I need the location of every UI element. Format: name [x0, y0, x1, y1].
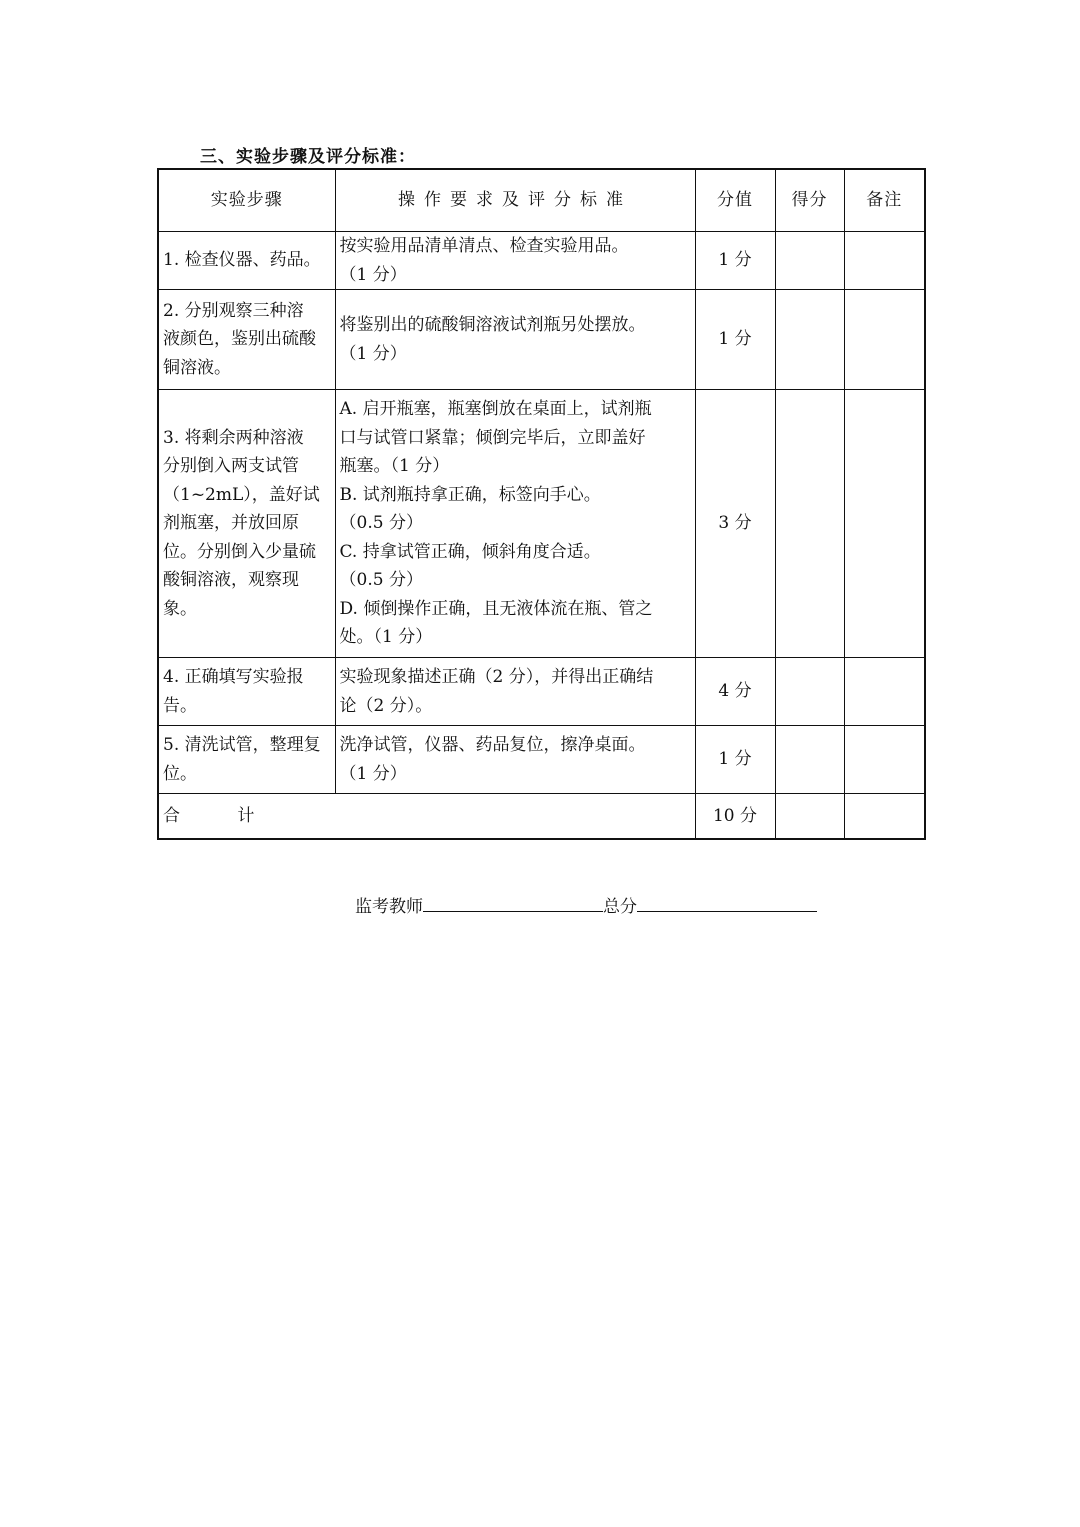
requirement-text: （0.5 分）	[339, 513, 423, 534]
step-text: 4. 正确填写实验报	[163, 667, 304, 687]
scoring-table	[157, 168, 926, 840]
points-cell: 4 分	[695, 658, 775, 726]
step-text: 分别倒入两支试管	[163, 456, 299, 477]
requirement-text: 瓶塞。（1 分）	[339, 456, 450, 477]
score-cell[interactable]	[775, 232, 844, 290]
points-cell: 1 分	[695, 290, 775, 390]
step-text: 5. 清洗试管，整理复	[163, 735, 321, 755]
teacher-signature-blank[interactable]	[423, 893, 603, 912]
requirement-text: 实验现象描述正确（2 分），并得出正确结	[339, 667, 654, 687]
step-text: 剂瓶塞，并放回原	[163, 513, 299, 534]
step-text: 2. 分别观察三种溶	[163, 300, 304, 321]
requirement-text: 处。（1 分）	[339, 627, 433, 648]
requirement-text: （1 分）	[339, 264, 407, 285]
table-header-row	[158, 169, 925, 232]
requirement-text: 将鉴别出的硫酸铜溶液试剂瓶另处摆放。	[339, 315, 646, 335]
header-score: 得分	[775, 169, 844, 232]
total-score-cell[interactable]	[775, 794, 844, 840]
requirement-text: B. 试剂瓶持拿正确，标签向手心。	[339, 484, 601, 505]
requirement-cell	[335, 390, 695, 658]
total-score-label: 总分	[603, 897, 637, 917]
step-cell	[158, 658, 335, 726]
points-cell: 3 分	[695, 390, 775, 658]
total-label: 合 计	[163, 805, 281, 826]
header-remark: 备注	[844, 169, 925, 232]
step-text: 酸铜溶液，观察现	[163, 570, 299, 591]
requirement-text: C. 持拿试管正确，倾斜角度合适。	[339, 541, 601, 562]
step-cell	[158, 290, 335, 390]
step-cell	[158, 726, 335, 794]
signature-line	[355, 892, 817, 917]
header-step: 实验步骤	[158, 169, 335, 232]
remark-cell[interactable]	[844, 390, 925, 658]
remark-cell[interactable]	[844, 232, 925, 290]
step-text: 1. 检查仪器、药品。	[163, 250, 321, 271]
requirement-cell	[335, 726, 695, 794]
requirement-text: A. 启开瓶塞，瓶塞倒放在桌面上，试剂瓶	[339, 399, 652, 420]
points-cell: 1 分	[695, 726, 775, 794]
requirement-cell	[335, 232, 695, 290]
step-text: 位。分别倒入少量硫	[163, 541, 316, 562]
total-points-cell: 10 分	[695, 794, 775, 840]
score-cell[interactable]	[775, 390, 844, 658]
step-text: 象。	[163, 598, 197, 619]
header-points: 分值	[695, 169, 775, 232]
step-text: （1~2mL），盖好试	[163, 484, 320, 505]
table-row	[158, 658, 925, 726]
score-cell[interactable]	[775, 658, 844, 726]
score-cell[interactable]	[775, 726, 844, 794]
section-heading: 三、实验步骤及评分标准：	[200, 147, 416, 167]
requirement-cell	[335, 290, 695, 390]
requirement-cell	[335, 658, 695, 726]
step-cell	[158, 390, 335, 658]
total-row	[158, 794, 925, 840]
step-text: 铜溶液。	[163, 357, 231, 378]
requirement-text: D. 倾倒操作正确，且无液体流在瓶、管之	[339, 598, 653, 619]
step-cell	[158, 232, 335, 290]
requirement-text: 洗净试管，仪器、药品复位，擦净桌面。	[339, 735, 646, 755]
step-text: 告。	[163, 695, 197, 716]
header-requirement: 操作要求及评分标准	[335, 169, 695, 232]
requirement-text: （1 分）	[339, 343, 407, 364]
points-cell: 1 分	[695, 232, 775, 290]
step-text: 液颜色，鉴别出硫酸	[163, 329, 316, 350]
requirement-text: 论（2 分）。	[339, 695, 433, 716]
total-score-blank[interactable]	[637, 893, 817, 912]
step-text: 3. 将剩余两种溶液	[163, 427, 304, 448]
table-row	[158, 390, 925, 658]
table-row	[158, 726, 925, 794]
teacher-label: 监考教师	[355, 897, 423, 917]
step-text: 位。	[163, 763, 197, 784]
requirement-text: （1 分）	[339, 763, 407, 784]
total-label-cell	[158, 794, 695, 840]
requirement-text: （0.5 分）	[339, 570, 423, 591]
total-remark-cell[interactable]	[844, 794, 925, 840]
table-row	[158, 232, 925, 290]
requirement-text: 按实验用品清单清点、检查实验用品。	[339, 236, 629, 256]
remark-cell[interactable]	[844, 658, 925, 726]
remark-cell[interactable]	[844, 726, 925, 794]
requirement-text: 口与试管口紧靠；倾倒完毕后，立即盖好	[339, 427, 646, 448]
table-row	[158, 290, 925, 390]
remark-cell[interactable]	[844, 290, 925, 390]
score-cell[interactable]	[775, 290, 844, 390]
